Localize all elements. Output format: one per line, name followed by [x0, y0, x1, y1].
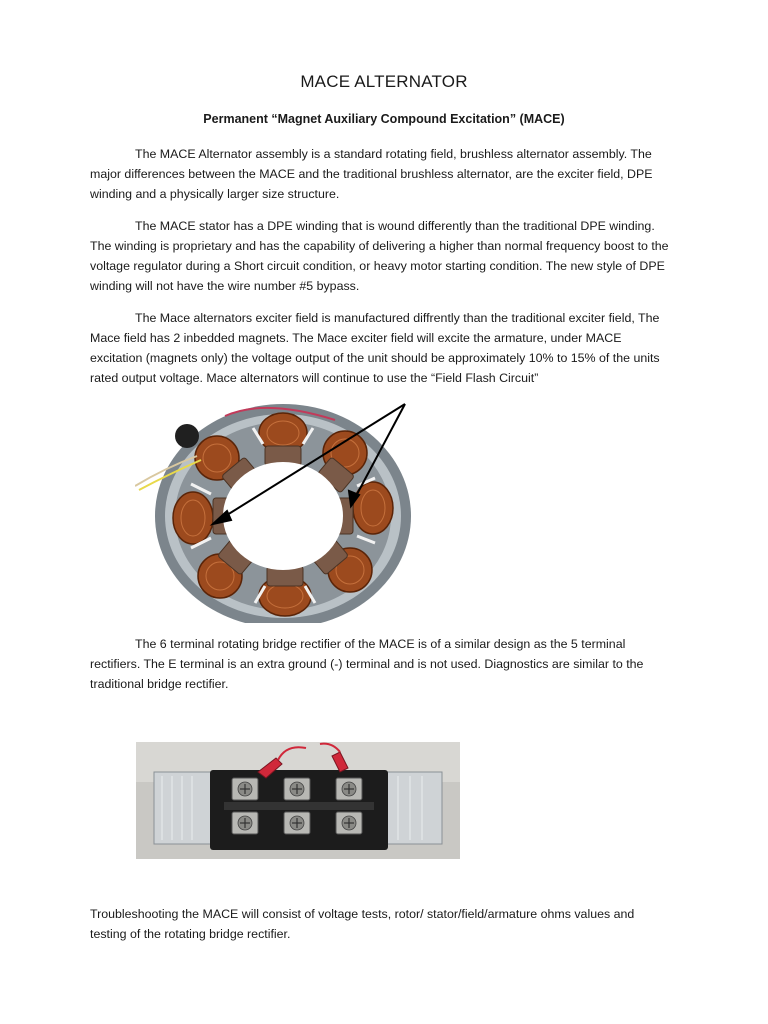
page-subtitle: Permanent “Magnet Auxiliary Compound Excitation” (MACE): [203, 112, 565, 126]
exciter-field-photo: [135, 398, 415, 623]
paragraph-troubleshooting: Troubleshooting the MACE will consist of voltage tests, rotor/ stator/field/armature ohms values and testing of the rotating bridge rectifier.: [90, 907, 635, 941]
paragraph-intro: The MACE Alternator assembly is a standard rotating field, brushless alternator assembly. The major differences between the MACE and the traditional brushless alternator, are the exciter field, DPE winding and a physically larger size structure.: [90, 147, 653, 201]
stator-bore: [223, 462, 343, 570]
bridge-rectifier-photo: [136, 742, 460, 859]
paragraph-stator: The MACE stator has a DPE winding that is wound differently than the traditional DPE winding. The winding is proprietary and has the capability of delivering a higher than normal frequency boost to the voltage regulator during a Short circuit condition, or heavy motor starting condition. The new style of DPE winding will not have the wire number #5 bypass.: [90, 219, 669, 293]
mounting-bolt: [175, 424, 199, 448]
page-title: MACE ALTERNATOR: [300, 72, 468, 91]
paragraph-rectifier: The 6 terminal rotating bridge rectifier of the MACE is of a similar design as the 5 terminal rectifiers. The E terminal is an extra ground (-) terminal and is not used. Diagnostics are similar to the traditional bridge rectifier.: [90, 637, 644, 691]
paragraph-exciter-field: The Mace alternators exciter field is manufactured diffrently than the traditional exciter field, The Mace field has 2 inbedded magnets. The Mace exciter field will excite the armature, under MACE excitation (magnets only) the voltage output of the unit should be approximately 10% to 15% of the units rated output voltage. Mace alternators will continue to use the “Field Flash Circuit”: [90, 311, 660, 385]
